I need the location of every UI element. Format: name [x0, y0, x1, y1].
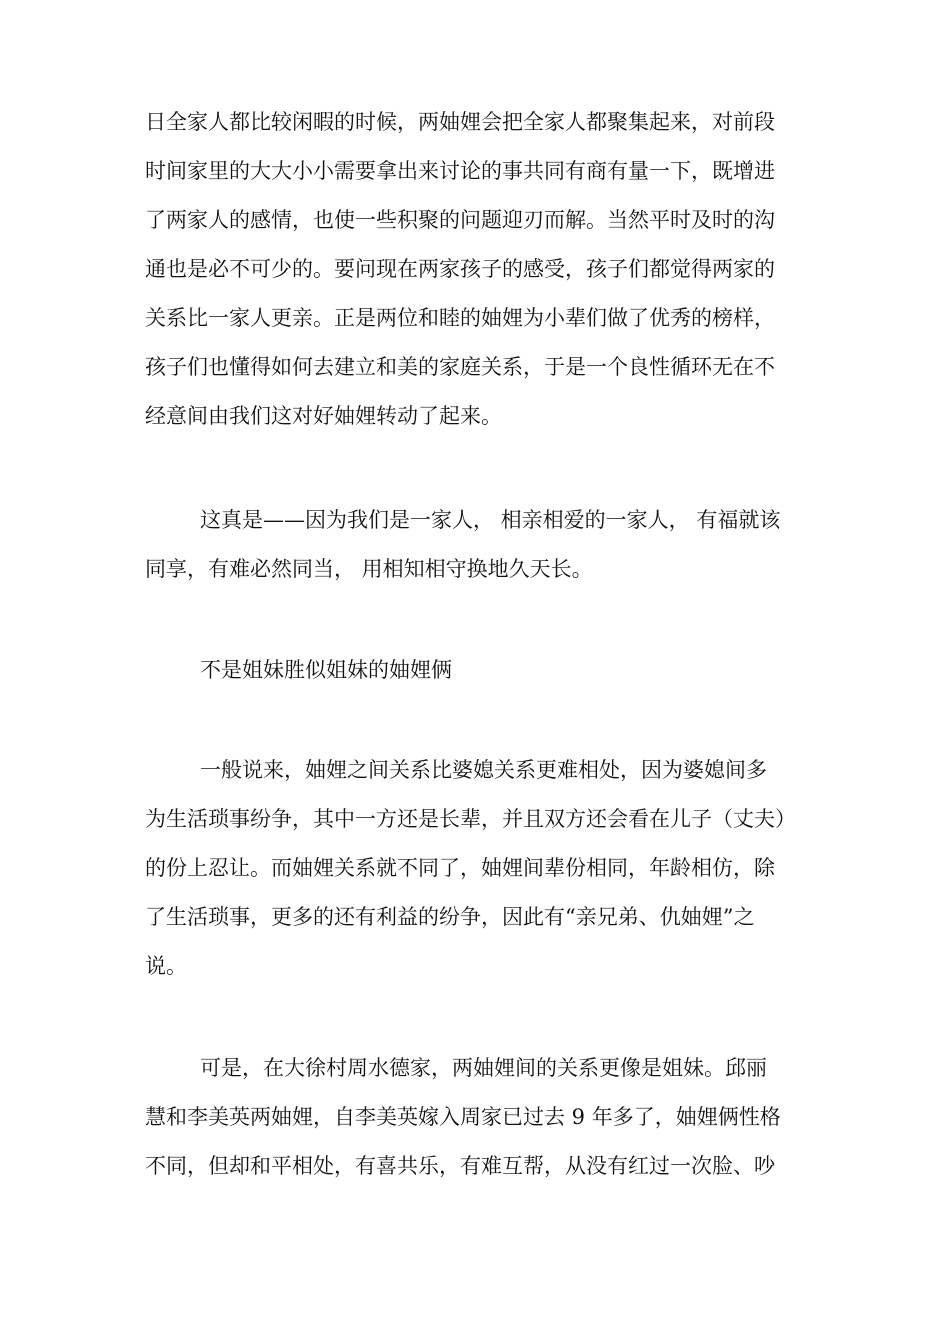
paragraph-zhou-family [145, 1044, 825, 1191]
text-line: 了两家人的感情，也使一些积聚的问题迎刃而解。当然平时及时的沟 [145, 208, 775, 232]
section-heading [145, 646, 825, 695]
text-line: 说。 [145, 954, 187, 978]
text-line: 通也是必不可少的。要问现在两家孩子的感受，孩子们都觉得两家的 [145, 257, 775, 281]
heading-text: 不是姐妹胜似姐妹的妯娌俩 [200, 658, 452, 682]
text-line: 不同，但却和平相处，有喜共乐，有难互帮，从没有红过一次脸、吵 [145, 1154, 775, 1178]
text-line: 慧和李美英两妯娌，自李美英嫁入周家已过去 9 年多了，妯娌俩性格 [145, 1105, 781, 1129]
text-line: 一般说来，妯娌之间关系比婆媳关系更难相处，因为婆媳间多 [200, 758, 767, 782]
text-line: 了生活琐事，更多的还有利益的纷争，因此有“亲兄弟、仇妯娌”之 [145, 905, 755, 929]
text-line: 孩子们也懂得如何去建立和美的家庭关系，于是一个良性循环无在不 [145, 355, 775, 379]
text-line: 日全家人都比较闲暇的时候，两妯娌会把全家人都聚集起来，对前段 [145, 110, 775, 134]
text-line: 可是，在大徐村周水德家，两妯娌间的关系更像是姐妹。邱丽 [200, 1056, 767, 1080]
text-line: 的份上忍让。而妯娌关系就不同了，妯娌间辈份相同，年龄相仿，除 [145, 856, 775, 880]
paragraph-one-family [145, 496, 825, 594]
text-line: 经意间由我们这对好妯娌转动了起来。 [145, 404, 502, 428]
text-line: 同享，有难必然同当， 用相知相守换地久天长。 [145, 557, 593, 581]
text-line: 时间家里的大大小小需要拿出来讨论的事共同有商有量一下，既增进 [145, 159, 775, 183]
text-line: 关系比一家人更亲。正是两位和睦的妯娌为小辈们做了优秀的榜样， [145, 306, 775, 330]
paragraph-family-gathering [145, 98, 825, 441]
text-line: 这真是——因为我们是一家人， 相亲相爱的一家人， 有福就该 [200, 508, 781, 532]
text-line: 为生活琐事纷争，其中一方还是长辈，并且双方还会看在儿子（丈夫） [145, 807, 796, 831]
paragraph-sister-in-law-relations [145, 746, 825, 991]
